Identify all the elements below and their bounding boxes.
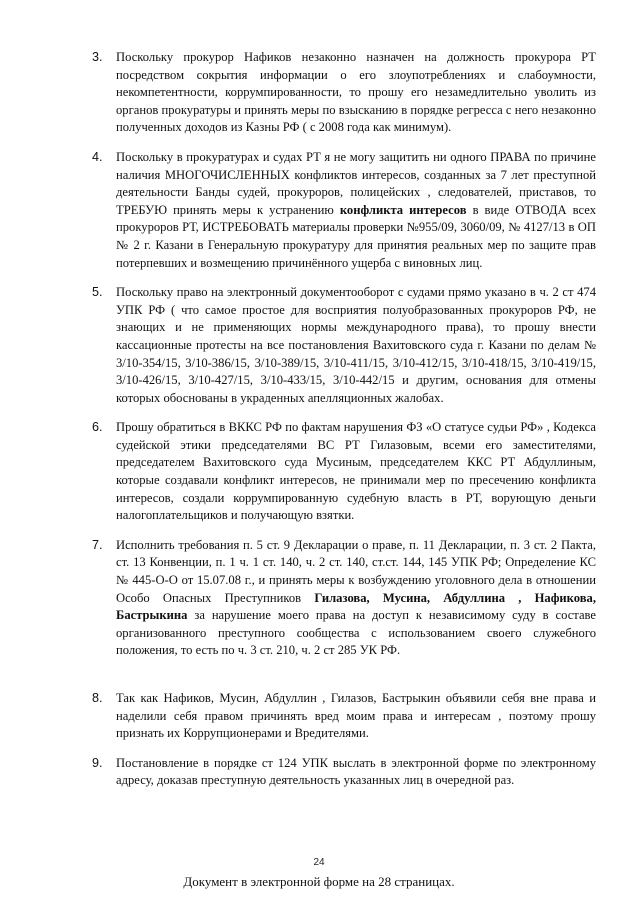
item-text: Поскольку право на электронный документооборот с судами прямо указано в ч. 2 ст 474 УПК РФ ( что самое простое для восприятия полуобразованных прокуроров РФ, не знающих и не применяющих нормы международного права), то прошу внести кассационные протесты на все постановления Вахитовского суда г. Казани по делам № 3/10-354/15, 3/10-386/15, 3/10-389/15, 3/10-411/15, 3/10-412/15, 3/10-418/15, 3/10-419/15, 3/10-426/15, 3/10-427/15, 3/10-433/15, 3/10-442/15 и другим, основания для отмены которых обоснованы в украденных апелляционных жалобах.	[116, 285, 596, 405]
list-item	[92, 49, 596, 137]
item-number: 8.	[92, 691, 103, 705]
item-text: Прошу обратиться в ВККС РФ по фактам нарушения ФЗ «О статусе судьи РФ» , Кодекса судейской этики председателями ВС РТ Гилазовым, всеми его заместителями, председателем Вахитовского суда Мусиным, председателем ККС РТ Абдуллиным, которые создавали конфликт интересов, не принимали мер по пресечению конфликта интересов, создали коррумпированную судебную власть в РТ, ворующую деньги налогоплательщиков и получающую взятки.	[116, 420, 596, 523]
item-text: Постановление в порядке ст 124 УПК выслать в электронной форме по электронному адресу, доказав преступную деятельность указанных лиц в очередной раз.	[116, 755, 596, 788]
item-text: Поскольку в прокуратурах и судах РТ я не могу защитить ни одного ПРАВА по причине наличия МНОГОЧИСЛЕННЫХ конфликтов интересов, созданных за 7 лет преступной деятельности Банды судей, прокуроров, полицейских , следователей, приставов, то ТРЕБУЮ принять меры к устранению	[116, 149, 596, 217]
bold-text: Гилазова, Мусина, Абдуллина , Нафикова, Бастрыкина	[116, 590, 596, 623]
list-item	[92, 537, 596, 660]
numbered-list	[92, 49, 596, 820]
item-text: за нарушение моего права на доступ к независимому суду в составе организованного преступного сообщества с использованием своего служебного положения, то есть по ч. 3 ст. 210, ч. 2 ст 285 УК РФ.	[116, 608, 596, 658]
item-number: 5.	[92, 285, 103, 300]
bold-text: конфликта интересов	[339, 202, 467, 217]
list-item	[92, 284, 596, 407]
page-number: 24	[313, 857, 325, 868]
list-item	[92, 755, 596, 790]
item-number: 6.	[92, 420, 103, 435]
item-text: в виде ОТВОДА всех прокуроров РТ, ИСТРЕБОВАТЬ материалы проверки №955/09, 3060/09, № 4127/13 в ОП № 2 г. Казани в Генеральную прокуратуру для принятия реальных мер по защите прав потерпевших и возмещению причинённого ущерба с виновных лиц.	[116, 202, 596, 270]
item-number: 7.	[92, 537, 103, 552]
list-item	[92, 419, 596, 525]
list-item	[92, 690, 596, 743]
item-number: 9.	[92, 755, 103, 770]
item-text: Так как Нафиков, Мусин, Абдуллин , Гилазов, Бастрыкин объявили себя вне права и наделили себя правом причинять вред моим права и интересам , поэтому прошу признать их Коррупционерами и Вредителями.	[116, 691, 596, 741]
item-text: Поскольку прокурор Нафиков незаконно назначен на должность прокурора РТ посредством сокрытия информации о его злоупотреблениях и слабоумности, некомпетентности, коррумпированности, то прошу его незамедлительно уволить из органов прокуратуры и принять меры по взысканию в порядке регресса с него незаконно полученных доходов из Казны РФ ( с 2008 года как минимум).	[116, 50, 596, 135]
item-number: 4.	[92, 149, 103, 164]
item-number: 3.	[92, 50, 103, 64]
item-text: Исполнить требования п. 5 ст. 9 Декларации о праве, п. 11 Декларации, п. 3 ст. 2 Пакта, ст. 13 Конвенции, п. 1 ч. 1 ст. 140, ч. 2 ст. 140, ст.ст. 144, 145 УПК РФ; Определение КС № 445-О-О от 15.07.08 г., и принять меры к возбуждению уголовного дела в отношении Особо Опасных Преступников	[116, 537, 596, 605]
footer-note: Документ в электронной форме на 28 страницах.	[183, 874, 455, 889]
list-item	[92, 149, 596, 272]
